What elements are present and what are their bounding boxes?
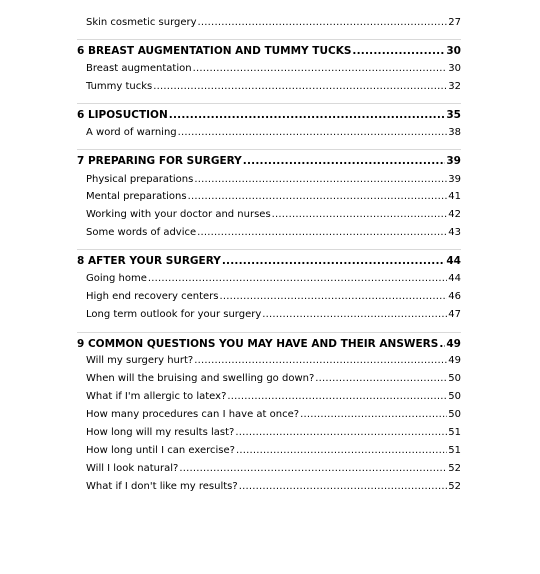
toc-section-entry[interactable] (77, 427, 461, 438)
toc-section-entry[interactable] (77, 309, 461, 320)
toc-entry-page-number: 52 (448, 481, 461, 492)
toc-chapter-entry[interactable] (77, 338, 461, 350)
toc-entry-title: Long term outlook for your surgery (86, 309, 262, 320)
dot-leader (227, 391, 447, 402)
toc-entry-page-number: 50 (448, 373, 461, 384)
dot-leader (235, 427, 447, 438)
toc-entry-title: What if I don't like my results? (86, 481, 238, 492)
toc-entry-page-number: 38 (448, 127, 461, 138)
toc-entry-title: High end recovery centers (86, 291, 219, 302)
toc-entry-title: When will the bruising and swelling go down? (86, 373, 315, 384)
section-divider (77, 332, 461, 333)
toc-entry-title: 7 PREPARING FOR SURGERY (77, 155, 242, 167)
dot-leader (188, 191, 448, 202)
toc-chapter-entry[interactable] (77, 255, 461, 267)
toc-entry-page-number: 52 (448, 463, 461, 474)
toc-entry-title: 8 AFTER YOUR SURGERY (77, 255, 221, 267)
dot-leader (193, 63, 448, 74)
dot-leader (194, 174, 447, 185)
toc-section-entry[interactable] (77, 209, 461, 220)
toc-entry-page-number: 49 (448, 355, 461, 366)
dot-leader (243, 155, 446, 167)
toc-entry-page-number: 50 (448, 409, 461, 420)
toc-entry-page-number: 39 (446, 155, 461, 167)
dot-leader (239, 481, 448, 492)
dot-leader (272, 209, 448, 220)
toc-entry-title: Physical preparations (86, 174, 194, 185)
toc-entry-page-number: 30 (446, 45, 461, 57)
toc-entry-page-number: 46 (448, 291, 461, 302)
toc-entry-title: How long will my results last? (86, 427, 235, 438)
toc-entry-page-number: 44 (446, 255, 461, 267)
toc-entry-title: 9 COMMON QUESTIONS YOU MAY HAVE AND THEIR ANSWERS (77, 338, 439, 350)
toc-entry-title: Going home (86, 273, 147, 284)
toc-entry-title: Will I look natural? (86, 463, 179, 474)
toc-entry-title: A word of warning (86, 127, 177, 138)
dot-leader (300, 409, 447, 420)
dot-leader (153, 81, 447, 92)
toc-section-entry[interactable] (77, 445, 461, 456)
dot-leader (169, 109, 446, 121)
toc-entry-page-number: 30 (448, 63, 461, 74)
toc-section-entry[interactable] (77, 355, 461, 366)
dot-leader (315, 373, 447, 384)
toc-chapter-entry[interactable] (77, 155, 461, 167)
toc-section-entry[interactable] (77, 127, 461, 138)
toc-section-entry[interactable] (77, 191, 461, 202)
dot-leader (439, 338, 445, 350)
section-divider (77, 103, 461, 104)
section-divider (77, 149, 461, 150)
dot-leader (194, 355, 447, 366)
toc-section-entry[interactable] (77, 63, 461, 74)
dot-leader (262, 309, 447, 320)
dot-leader (220, 291, 448, 302)
toc-entry-page-number: 47 (448, 309, 461, 320)
dot-leader (179, 463, 447, 474)
dot-leader (178, 127, 448, 138)
toc-entry-page-number: 32 (448, 81, 461, 92)
toc-entry-title: Breast augmentation (86, 63, 192, 74)
toc-section-entry[interactable] (77, 391, 461, 402)
dot-leader (222, 255, 446, 267)
toc-entry-page-number: 41 (448, 191, 461, 202)
toc-section-entry[interactable] (77, 81, 461, 92)
toc-section-entry[interactable] (77, 291, 461, 302)
toc-entry-title: Skin cosmetic surgery (86, 17, 197, 28)
dot-leader (148, 273, 447, 284)
toc-entry-page-number: 51 (448, 427, 461, 438)
toc-entry-title: 6 LIPOSUCTION (77, 109, 168, 121)
toc-entry-title: Working with your doctor and nurses (86, 209, 271, 220)
dot-leader (352, 45, 445, 57)
toc-section-entry[interactable] (77, 373, 461, 384)
toc-entry-page-number: 50 (448, 391, 461, 402)
toc-entry-page-number: 49 (446, 338, 461, 350)
toc-entry-page-number: 51 (448, 445, 461, 456)
dot-leader (236, 445, 447, 456)
toc-chapter-entry[interactable] (77, 45, 461, 57)
toc-entry-page-number: 39 (448, 174, 461, 185)
toc-entry-page-number: 35 (446, 109, 461, 121)
toc-entry-title: What if I'm allergic to latex? (86, 391, 227, 402)
toc-section-entry[interactable] (77, 409, 461, 420)
toc-entry-page-number: 27 (448, 17, 461, 28)
toc-entry-title: Tummy tucks (86, 81, 153, 92)
toc-entry-page-number: 43 (448, 227, 461, 238)
section-divider (77, 249, 461, 250)
section-divider (77, 39, 461, 40)
toc-chapter-entry[interactable] (77, 109, 461, 121)
toc-entry-title: How many procedures can I have at once? (86, 409, 300, 420)
toc-entry-title: Mental preparations (86, 191, 187, 202)
toc-section-entry[interactable] (77, 227, 461, 238)
toc-section-entry[interactable] (77, 174, 461, 185)
dot-leader (197, 227, 447, 238)
toc-entry-title: How long until I can exercise? (86, 445, 235, 456)
toc-section-entry[interactable] (77, 17, 461, 28)
toc-entry-title: 6 BREAST AUGMENTATION AND TUMMY TUCKS (77, 45, 352, 57)
toc-entry-page-number: 44 (448, 273, 461, 284)
dot-leader (198, 17, 448, 28)
toc-section-entry[interactable] (77, 481, 461, 492)
toc-section-entry[interactable] (77, 273, 461, 284)
toc-section-entry[interactable] (77, 463, 461, 474)
toc-entry-page-number: 42 (448, 209, 461, 220)
toc-entry-title: Will my surgery hurt? (86, 355, 194, 366)
toc-entry-title: Some words of advice (86, 227, 197, 238)
